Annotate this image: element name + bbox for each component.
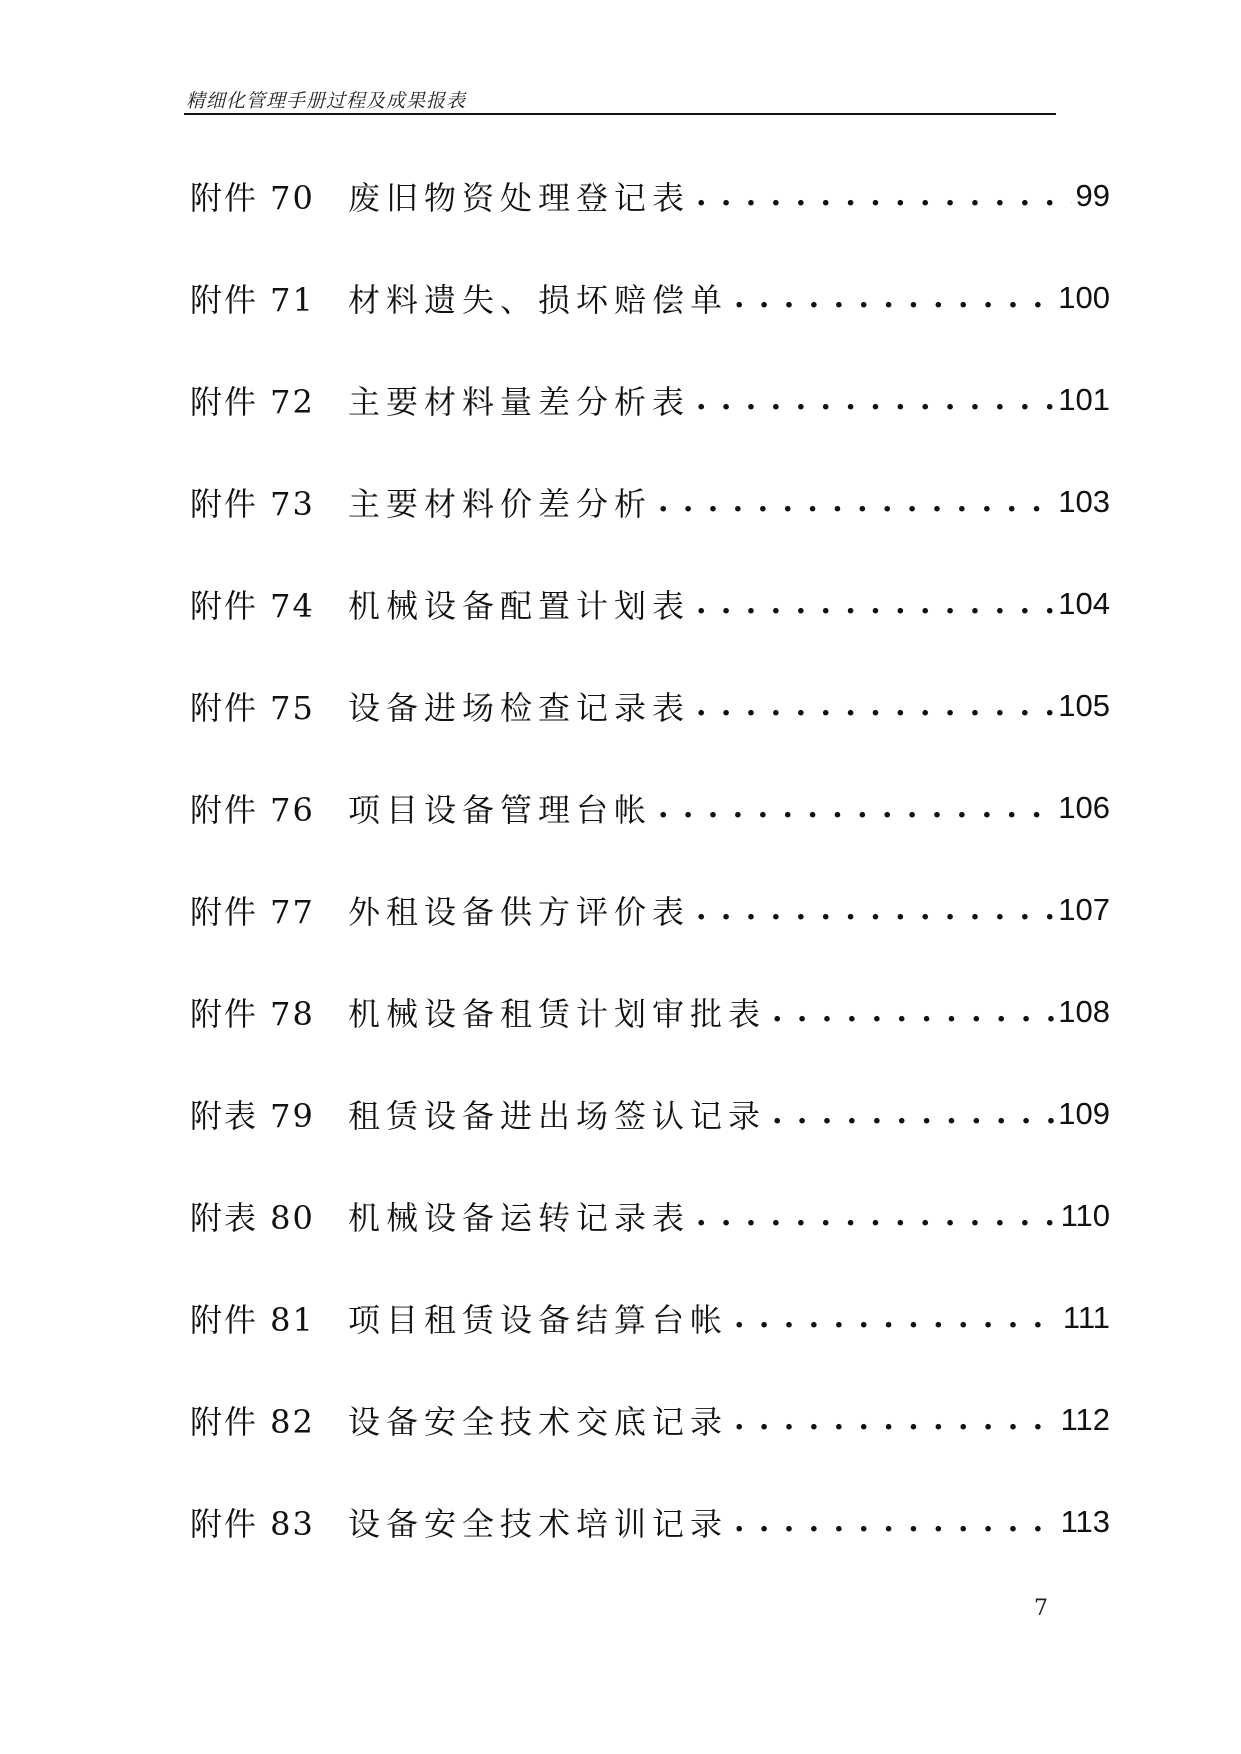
toc-entry-page: 108 [1058, 994, 1110, 1029]
toc-dot-leader [696, 892, 1054, 928]
toc-entry[interactable] [190, 553, 1110, 655]
toc-dot-leader [734, 1300, 1059, 1336]
toc-entry-label: 附件 81 [190, 1301, 315, 1339]
toc-entry-page: 109 [1058, 1096, 1110, 1131]
toc-dot-leader [772, 994, 1054, 1030]
toc-entry[interactable] [190, 247, 1110, 349]
toc-entry-label: 附件 70 [190, 179, 315, 217]
toc-dot-leader [734, 1504, 1057, 1540]
toc-entry-page: 99 [1075, 178, 1110, 213]
toc-entry-label: 附表 80 [190, 1199, 315, 1237]
toc-entry-label: 附件 78 [190, 995, 315, 1033]
toc-entry-label: 附表 79 [190, 1097, 315, 1135]
toc-entry-label: 附件 71 [190, 281, 315, 319]
toc-entry-page: 100 [1058, 280, 1110, 315]
toc-entry[interactable] [190, 859, 1110, 961]
toc-dot-leader [696, 382, 1054, 418]
toc-entry[interactable] [190, 1369, 1110, 1471]
toc-entry-label: 附件 72 [190, 383, 315, 421]
toc-entry-page: 104 [1058, 586, 1110, 621]
toc-entry-page: 101 [1058, 382, 1110, 417]
toc-dot-leader [772, 1096, 1054, 1132]
toc-entry[interactable] [190, 1165, 1110, 1267]
toc-entry-label: 附件 74 [190, 587, 315, 625]
toc-entry-title: 项目租赁设备结算台帐 [348, 1301, 729, 1339]
toc-entry-title: 项目设备管理台帐 [348, 791, 653, 829]
toc-entry-title: 主要材料价差分析 [348, 485, 653, 523]
toc-entry-title: 机械设备运转记录表 [348, 1199, 691, 1237]
toc-entry-title: 设备安全技术培训记录 [348, 1505, 729, 1543]
toc-entry-page: 105 [1058, 688, 1110, 723]
toc-entry-label: 附件 76 [190, 791, 315, 829]
toc-entry-title: 主要材料量差分析表 [348, 383, 691, 421]
toc-entry-label: 附件 75 [190, 689, 315, 727]
toc-dot-leader [696, 1198, 1057, 1234]
toc-entry-title: 机械设备配置计划表 [348, 587, 691, 625]
toc-entry-title: 废旧物资处理登记表 [348, 179, 691, 217]
toc-entry-title: 材料遗失、损坏赔偿单 [348, 281, 729, 319]
toc-entry-page: 110 [1060, 1198, 1110, 1233]
toc-entry[interactable] [190, 1471, 1110, 1573]
toc-entry-title: 机械设备租赁计划审批表 [348, 995, 767, 1033]
toc-entry-label: 附件 82 [190, 1403, 315, 1441]
toc-entry-title: 外租设备供方评价表 [348, 893, 691, 931]
toc-entry[interactable] [190, 145, 1110, 247]
toc-dot-leader [696, 178, 1072, 214]
toc-dot-leader [734, 280, 1054, 316]
toc-entry-page: 113 [1060, 1504, 1110, 1539]
toc-dot-leader [658, 790, 1054, 826]
toc-entry-label: 附件 83 [190, 1505, 315, 1543]
toc-entry[interactable] [190, 1267, 1110, 1369]
toc-entry[interactable] [190, 1063, 1110, 1165]
toc-dot-leader [734, 1402, 1057, 1438]
header-divider [184, 113, 1056, 115]
toc-dot-leader [696, 688, 1054, 724]
toc-entry-label: 附件 77 [190, 893, 315, 931]
toc-entry-title: 设备进场检查记录表 [348, 689, 691, 727]
page-number: 7 [1034, 1596, 1048, 1621]
toc-entry-page: 106 [1058, 790, 1110, 825]
toc-dot-leader [696, 586, 1054, 622]
toc-entry-title: 设备安全技术交底记录 [348, 1403, 729, 1441]
running-header: 精细化管理手册过程及成果报表 [186, 90, 467, 112]
toc-entry[interactable] [190, 757, 1110, 859]
toc-entry-page: 112 [1060, 1402, 1110, 1437]
toc-entry-page: 107 [1058, 892, 1110, 927]
table-of-contents [190, 145, 1110, 1573]
toc-entry[interactable] [190, 655, 1110, 757]
toc-entry-title: 租赁设备进出场签认记录 [348, 1097, 767, 1135]
toc-dot-leader [658, 484, 1054, 520]
toc-entry[interactable] [190, 961, 1110, 1063]
toc-entry-page: 111 [1062, 1300, 1110, 1335]
toc-entry[interactable] [190, 451, 1110, 553]
toc-entry-page: 103 [1058, 484, 1110, 519]
toc-entry[interactable] [190, 349, 1110, 451]
toc-entry-label: 附件 73 [190, 485, 315, 523]
